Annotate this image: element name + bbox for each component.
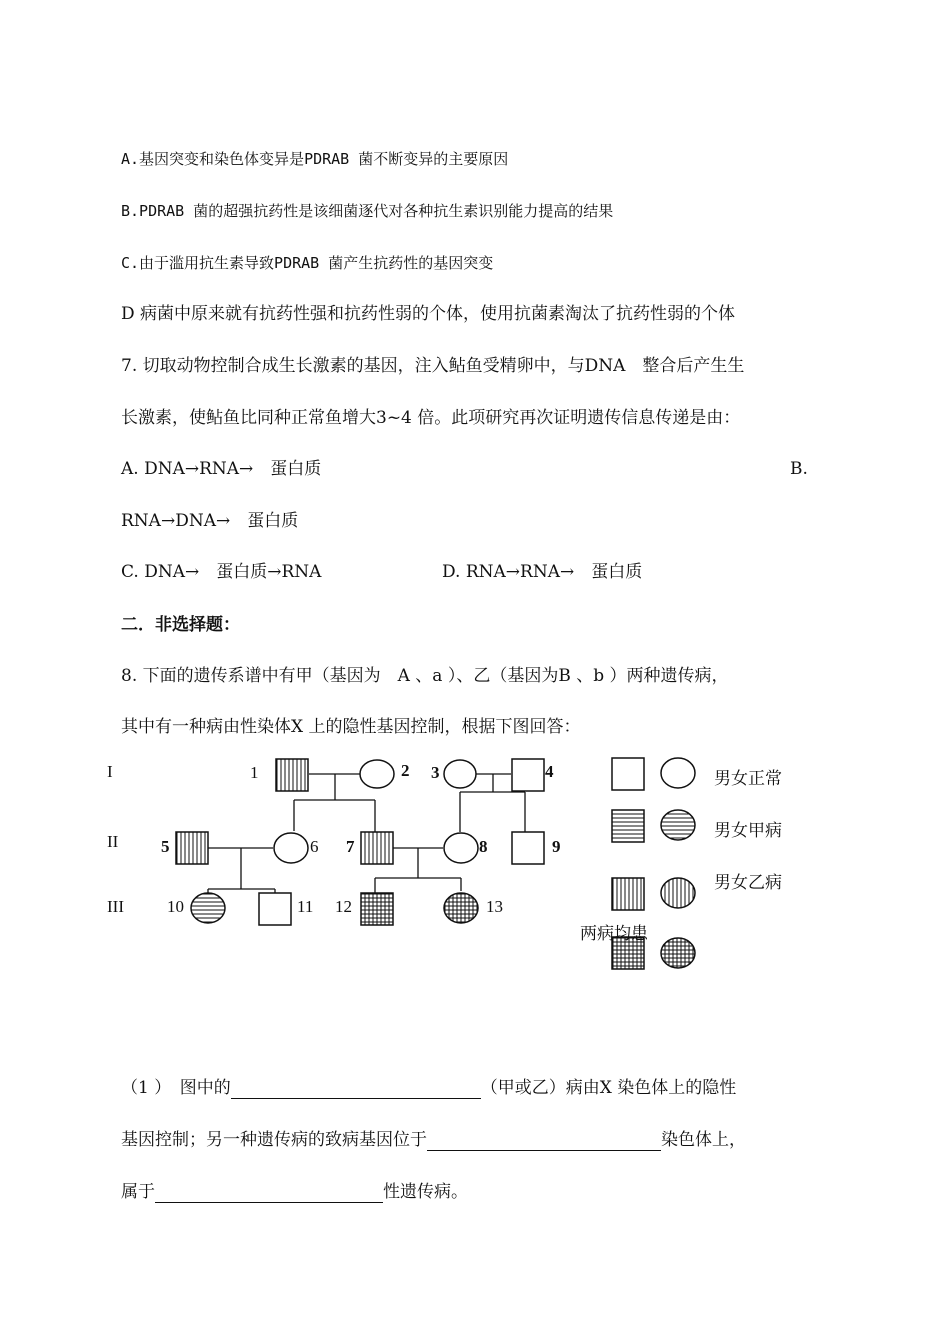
option-6b: B.PDRAB 菌的超强抗药性是该细菌逐代对各种抗生素识别能力提高的结果 — [121, 202, 614, 220]
answer-blank-1[interactable] — [231, 1080, 481, 1099]
individual-number: 4 — [545, 762, 554, 781]
individual-number: 11 — [297, 897, 314, 916]
option-6c: C.由于滥用抗生素导致PDRAB 菌产生抗药性的基因突变 — [121, 254, 494, 272]
sub-question-1-line3 — [121, 1181, 468, 1203]
individual-5-affected-b — [176, 832, 208, 864]
generation-label: III — [107, 897, 124, 916]
legend-both-label: 两病均患 — [580, 924, 648, 943]
legend-normal-label: 男女正常 — [714, 769, 782, 788]
individual-number: 9 — [552, 837, 561, 856]
legend-male-disease-a — [612, 810, 644, 842]
legend-female-normal — [661, 758, 695, 788]
individual-12-affected-both — [361, 893, 393, 925]
generation-label: II — [107, 832, 119, 851]
sub1-line3-end: 性遗传病。 — [383, 1182, 468, 1202]
individual-number: 1 — [250, 763, 259, 782]
sub-question-1-line2 — [121, 1129, 746, 1151]
individual-number: 5 — [161, 837, 170, 856]
sub1-line2-start: 基因控制；另一种遗传病的致病基因位于 — [121, 1130, 427, 1150]
sub1-line2-end: 染色体上， — [661, 1130, 746, 1150]
question-7-line1: 7. 切取动物控制合成生长激素的基因，注入鲇鱼受精卵中，与DNA 整合后产生生 — [121, 356, 745, 376]
answer-blank-3[interactable] — [155, 1184, 383, 1203]
pedigree-legend — [580, 758, 782, 969]
individual-4-normal — [512, 759, 544, 791]
legend-female-disease-b — [661, 878, 695, 908]
question-8-line1: 8. 下面的遗传系谱中有甲（基因为 A 、a ）、乙（基因为B 、b ）两种遗传病， — [121, 666, 729, 686]
legend-female-both — [661, 938, 695, 968]
individual-2-normal — [360, 760, 394, 788]
sub1-mid: （甲或乙）病由X 染色体上的隐性 — [480, 1078, 737, 1098]
pedigree-chart — [95, 748, 815, 983]
individual-10-affected-a — [191, 893, 225, 923]
individual-number: 13 — [486, 897, 503, 916]
individual-3-normal — [444, 760, 476, 788]
individual-number: 10 — [167, 897, 184, 916]
individual-9-normal — [512, 832, 544, 864]
individual-8-normal — [444, 833, 478, 863]
individual-number: 8 — [479, 837, 488, 856]
individual-number: 3 — [431, 763, 440, 782]
section-title: 二．非选择题： — [121, 615, 240, 635]
individual-1-affected-b — [276, 759, 308, 791]
option-7a: A. DNA→RNA→ 蛋白质 — [121, 459, 322, 479]
legend-disease-b-label: 男女乙病 — [714, 873, 782, 892]
question-7-line2: 长激素，使鲇鱼比同种正常鱼增大3~4 倍。此项研究再次证明遗传信息传递是由： — [121, 408, 741, 428]
generation-label: I — [107, 762, 113, 781]
legend-female-disease-a — [661, 810, 695, 840]
individual-number: 6 — [310, 837, 319, 856]
sub-question-1-line1 — [121, 1077, 736, 1099]
question-8-line2: 其中有一种病由性染体X 上的隐性基因控制，根据下图回答： — [121, 717, 581, 737]
option-6d: D 病菌中原来就有抗药性强和抗药性弱的个体，使用抗菌素淘汰了抗药性弱的个体 — [121, 304, 736, 324]
option-7d: D. RNA→RNA→ 蛋白质 — [442, 562, 643, 582]
individual-number: 2 — [401, 761, 410, 780]
legend-male-normal — [612, 758, 644, 790]
sub1-line3-start: 属于 — [121, 1182, 155, 1202]
individual-13-affected-both — [444, 893, 478, 923]
option-6a: A.基因突变和染色体变异是PDRAB 菌不断变异的主要原因 — [121, 150, 509, 168]
individual-11-normal — [259, 893, 291, 925]
legend-disease-a-label: 男女甲病 — [714, 821, 782, 840]
individual-7-affected-b — [361, 832, 393, 864]
individual-number: 7 — [346, 837, 355, 856]
option-7b-label: B. — [790, 459, 808, 479]
individual-6-normal — [274, 833, 308, 863]
answer-blank-2[interactable] — [427, 1132, 661, 1151]
individual-number: 12 — [335, 897, 352, 916]
option-7c: C. DNA→ 蛋白质→RNA — [121, 562, 322, 582]
option-7b: RNA→DNA→ 蛋白质 — [121, 511, 299, 531]
sub1-prefix: （1 ） 图中的 — [121, 1078, 231, 1098]
legend-male-disease-b — [612, 878, 644, 910]
